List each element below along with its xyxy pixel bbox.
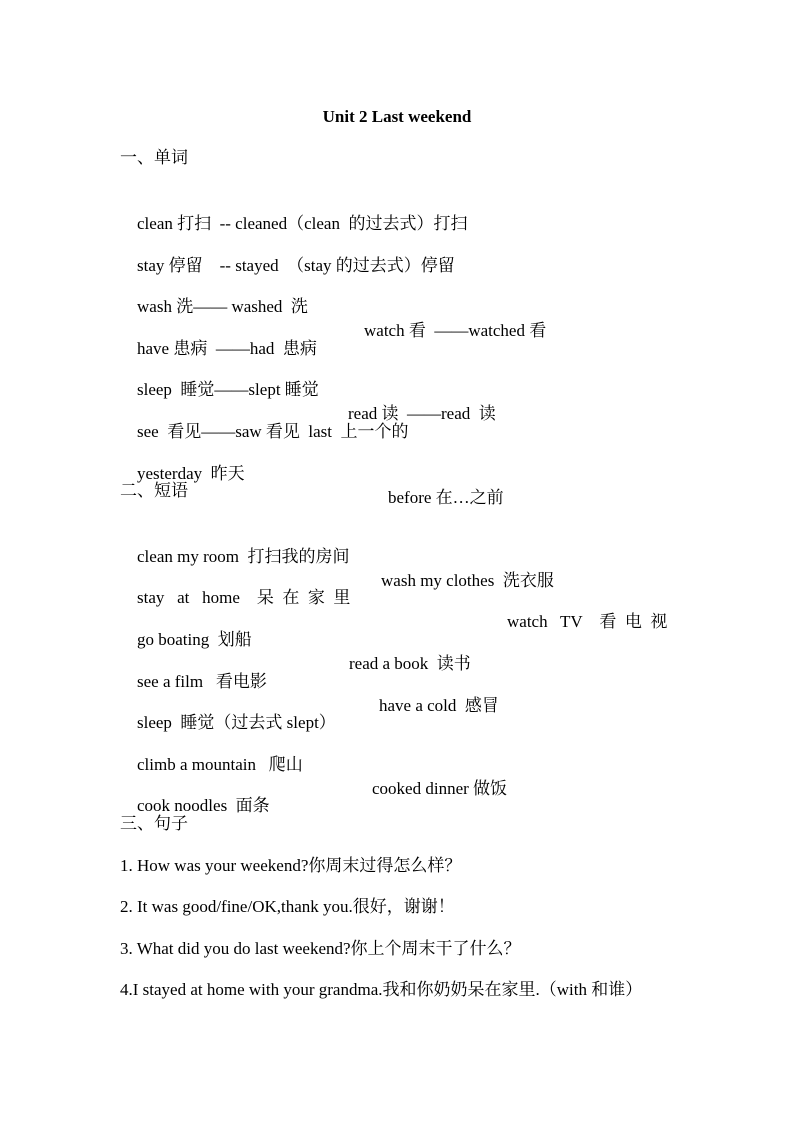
phrase-line-4-right: have a cold 感冒: [379, 696, 499, 715]
phrase-line-7-text: cook noodles 面条: [137, 796, 270, 815]
page-title: Unit 2 Last weekend: [322, 107, 472, 126]
section-heading-words: 一、单词: [120, 148, 188, 167]
word-line-2-text: stay 停留 -- stayed （stay 的过去式）停留: [137, 256, 455, 275]
word-line-7-left: yesterday 昨天: [137, 464, 245, 483]
sentence-line-4: 4.I stayed at home with your grandma.我和你奶奶呆在家里.（with 和谁）: [120, 980, 643, 999]
phrase-line-6-left: climb a mountain 爬山: [137, 755, 303, 774]
phrase-line-3-left: go boating 划船: [137, 630, 252, 649]
word-line-5-left: sleep 睡觉——slept 睡觉: [137, 380, 319, 399]
word-line-4-text: have 患病 ——had 患病: [137, 339, 317, 358]
phrase-line-1-left: clean my room 打扫我的房间: [137, 547, 350, 566]
sentence-line-3: 3. What did you do last weekend?你上个周末干了什么？: [120, 939, 521, 958]
phrase-line-1-right: wash my clothes 洗衣服: [381, 571, 554, 590]
sentence-line-1: 1. How was your weekend?你周末过得怎么样？: [120, 856, 462, 875]
word-line-3-left: wash 洗—— washed 洗: [137, 297, 308, 316]
phrase-line-2-right: watch TV 看 电 视: [507, 612, 668, 631]
word-line-3-right: watch 看 ——watched 看: [364, 321, 547, 340]
word-line-1-text: clean 打扫 -- cleaned（clean 的过去式）打扫: [137, 214, 468, 233]
phrase-line-2-left: stay at home 呆 在 家 里: [137, 588, 351, 607]
phrase-line-3-right: read a book 读书: [349, 654, 471, 673]
phrase-line-4-left: see a film 看电影: [137, 672, 267, 691]
word-line-6-text: see 看见——saw 看见 last 上一个的: [137, 422, 409, 441]
section-heading-sentences: 三、句子: [120, 814, 188, 833]
word-line-7-right: before 在…之前: [388, 488, 504, 507]
phrase-line-5-text: sleep 睡觉（过去式 slept）: [137, 713, 336, 732]
section-heading-phrases: 二、短语: [120, 481, 188, 500]
word-line-5-right: read 读 ——read 读: [348, 404, 496, 423]
phrase-line-6-right: cooked dinner 做饭: [372, 779, 508, 798]
sentence-line-2: 2. It was good/fine/OK,thank you.很好，谢谢！: [120, 897, 455, 916]
